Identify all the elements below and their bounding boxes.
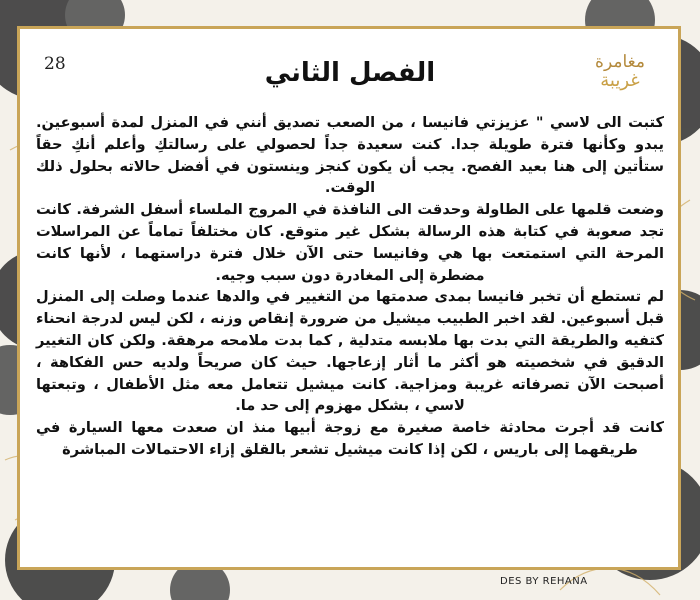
- logo: [570, 52, 670, 112]
- designer-credit: DES BY REHANA: [500, 576, 588, 587]
- paragraph: كانت قد أجرت محادثة خاصة صغيرة مع زوجة أبيها منذ ان صعدت معها السيارة في طريقهما إلى باريس ، لكن إذا كانت ميشيل تشعر بالقلق إزاء الاحتمالات المباشرة: [36, 419, 664, 458]
- paragraph: لم تستطع أن تخبر فانيسا بمدى صدمتها من التغيير في والدها عندما وصلت إلى المنزل قبل أسبوعين. لقد اخبر الطبيب ميشيل من ضرورة إنقاص وزنه ، لكن ليس لدرجة انحناء كتفيه والطريقة التي بدت بها ملابسه متدلية , كما بدت ملامحه مرهقة. ولكن كان التغيير الدقيق في شخصيته هو أكثر ما أثار إزعاجها. حيث كان صريحاً ولديه حس الفكاهة ، أصبحت الآن تصرفاته غريبة ومزاجية. كانت ميشيل تتعامل معه مثل الأطفال ، وتبعتها لاسي ، بشكل مهزوم إلى حد ما.: [36, 288, 664, 415]
- story-text: [36, 112, 664, 537]
- page-number: 28: [44, 54, 66, 74]
- paragraph: وضعت قلمها على الطاولة وحدقت الى النافذة في المروج الملساء أسفل الشرفة. كانت تجد صعوبة في كتابة هذه الرسالة بشكل غير متوقع. كان مختلفاً تماماً عن المراسلات المرحة التي استمتعت بها هي وفانيسا حتى الآن خلال فترة دراستهما ، لأنها كانت مضطرة إلى المغادرة دون سبب وجيه.: [36, 201, 664, 284]
- logo-line1: مغامرة: [595, 52, 645, 72]
- chapter-title: الفصل الثاني: [264, 58, 436, 88]
- logo-line2: غريبة: [600, 70, 640, 91]
- paragraph: كتبت الى لاسي " عزيزتي فانيسا ، من الصعب تصديق أنني في المنزل لمدة أسبوعين. يبدو وكأنها فترة طويلة جدا. كنت سعيدة جداً لحصولي على رسالتكِ وأعلم أنكِ حقاً ستأتين إلى هنا بعيد الفصح. يجب أن يكون كنجز وينستون في أفضل حالاته بحلول ذلك الوقت.: [36, 114, 664, 197]
